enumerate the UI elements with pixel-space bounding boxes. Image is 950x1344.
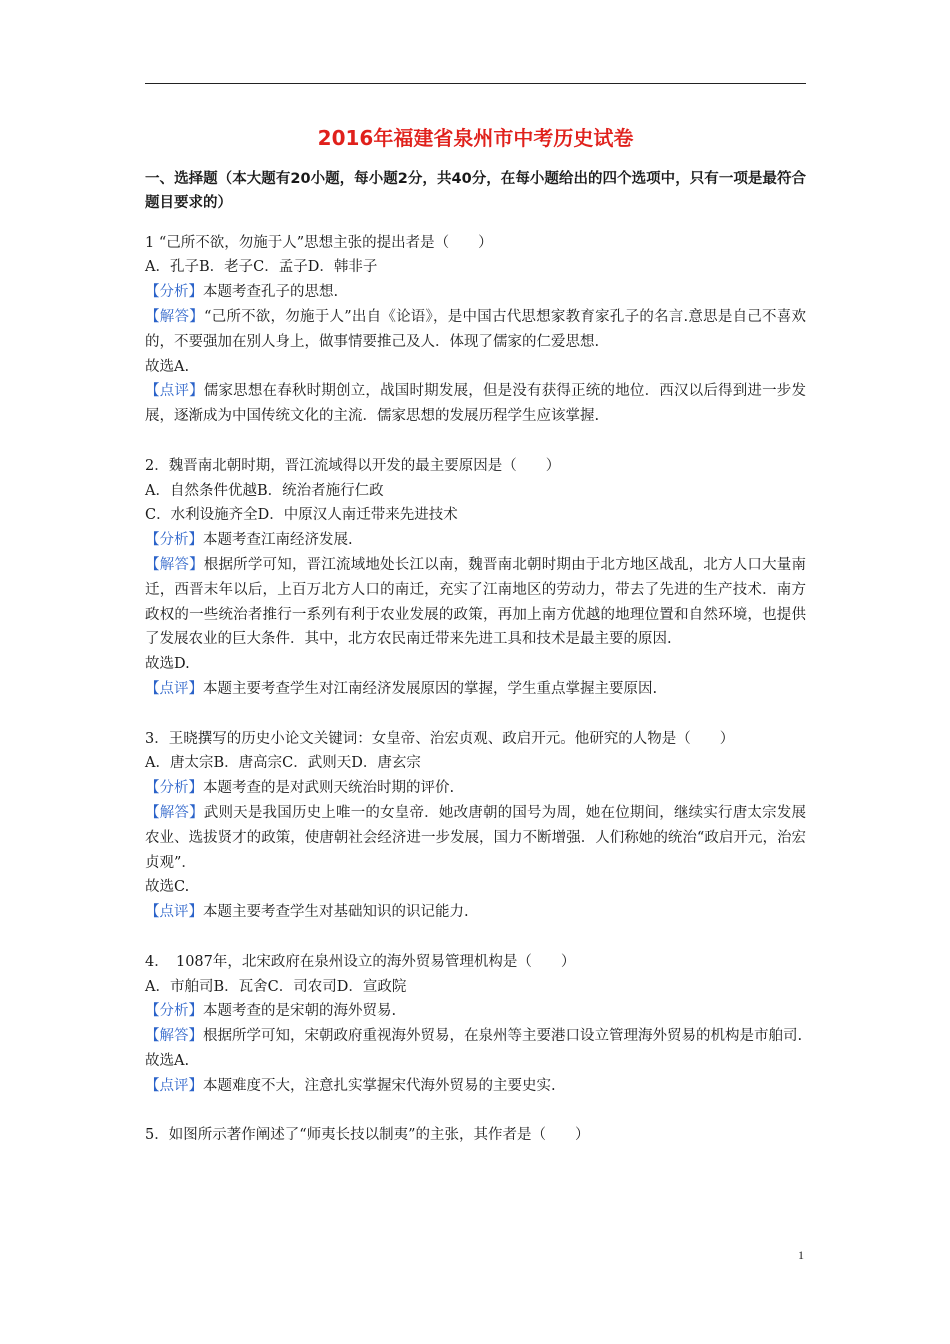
analysis-tag: 【分析】 (145, 1003, 203, 1020)
document-body (145, 124, 806, 1148)
question-stem: 4． 1087年，北宋政府在泉州设立的海外贸易管理机构是（ ） (145, 953, 576, 970)
comment-line (145, 379, 806, 429)
answer-line (145, 305, 806, 355)
answer-text: 武则天是我国历史上唯一的女皇帝．她改唐朝的国号为周，她在位期间，继续实行唐太宗发展农业、选拔贤才的政策，使唐朝社会经济进一步发展，国力不断增强．人们称她的统治“政启开元，治宏贞观”． (145, 804, 807, 871)
answer-tag: 【解答】 (145, 308, 204, 325)
analysis-text: 本题考查的是对武则天统治时期的评价. (203, 780, 455, 797)
comment-text: 本题难度不大，注意扎实掌握宋代海外贸易的主要史实. (203, 1077, 556, 1094)
analysis-line (145, 999, 806, 1024)
comment-text: 本题主要考查学生对基础知识的识记能力. (203, 904, 469, 921)
analysis-tag: 【分析】 (145, 284, 203, 301)
answer-line (145, 801, 806, 875)
comment-tag: 【点评】 (145, 680, 203, 697)
analysis-text: 本题考查江南经济发展. (203, 532, 353, 549)
answer-line (145, 1024, 806, 1049)
comment-tag: 【点评】 (145, 383, 204, 400)
analysis-line (145, 528, 806, 553)
analysis-text: 本题考查的是宋朝的海外贸易. (203, 1003, 397, 1020)
question-5 (145, 1123, 806, 1148)
page-title: 2016年福建省泉州市中考历史试卷 (317, 126, 634, 150)
answer-line (145, 553, 806, 652)
analysis-text: 本题考查孔子的思想. (203, 284, 339, 301)
analysis-line (145, 280, 806, 305)
comment-line (145, 1074, 806, 1099)
comment-tag: 【点评】 (145, 904, 203, 921)
answer-text: 根据所学可知，晋江流域地处长江以南，魏晋南北朝时期由于北方地区战乱，北方人口大量南迁，西晋末年以后，上百万北方人口的南迁，充实了江南地区的劳动力，带去了先进的生产技术．南方政权的一些统治者推行一系列有利于农业发展的政策，再加上南方优越的地理位置和自然环境，也提供了发展农业的巨大条件．其中，北方农民南迁带来先进工具和技术是最主要的原因. (145, 556, 807, 648)
choice-line: 故选A. (145, 1052, 190, 1069)
header-rule (145, 83, 806, 84)
question-options: A．唐太宗B．唐高宗C．武则天D．唐玄宗 (145, 755, 421, 772)
question-stem: 3．王晓撰写的历史小论文关键词：女皇帝、治宏贞观、政启开元。他研究的人物是（ ） (145, 730, 735, 747)
choice-line: 故选D. (145, 656, 190, 673)
choice-line: 故选A. (145, 358, 190, 375)
answer-text: 根据所学可知，宋朝政府重视海外贸易，在泉州等主要港口设立管理海外贸易的机构是市舶司. (203, 1028, 803, 1045)
question-options: A．市舶司B．瓦舍C．司农司D．宣政院 (145, 978, 407, 995)
question-2 (145, 454, 806, 702)
answer-tag: 【解答】 (145, 556, 204, 573)
question-options: A．孔子B．老子C．孟子D．韩非子 (145, 259, 378, 276)
page-number: 1 (798, 1248, 804, 1262)
question-stem: 5．如图所示著作阐述了“师夷长技以制夷”的主张，其作者是（ ） (145, 1127, 590, 1144)
answer-tag: 【解答】 (145, 804, 204, 821)
question-3 (145, 727, 806, 925)
question-stem: 2．魏晋南北朝时期，晋江流域得以开发的最主要原因是（ ） (145, 457, 561, 474)
comment-line (145, 677, 806, 702)
choice-line: 故选C. (145, 879, 190, 896)
question-stem: 1 “己所不欲，勿施于人”思想主张的提出者是（ ） (145, 234, 493, 251)
question-options: A．自然条件优越B．统治者施行仁政 (145, 482, 384, 499)
answer-tag: 【解答】 (145, 1028, 203, 1045)
analysis-tag: 【分析】 (145, 780, 203, 797)
section-heading: 一、选择题（本大题有20小题，每小题2分，共40分，在每小题给出的四个选项中，只有一项是最符合题目要求的） (145, 170, 806, 212)
question-options: C．水利设施齐全D．中原汉人南迁带来先进技术 (145, 507, 458, 524)
comment-line (145, 900, 806, 925)
comment-text: 儒家思想在春秋时期创立，战国时期发展，但是没有获得正统的地位．西汉以后得到进一步发展，逐渐成为中国传统文化的主流．儒家思想的发展历程学生应该掌握. (145, 383, 807, 425)
question-1 (145, 231, 806, 429)
question-4 (145, 950, 806, 1099)
analysis-tag: 【分析】 (145, 532, 203, 549)
analysis-line (145, 776, 806, 801)
comment-text: 本题主要考查学生对江南经济发展原因的掌握，学生重点掌握主要原因. (203, 680, 658, 697)
answer-text: “己所不欲，勿施于人”出自《论语》，是中国古代思想家教育家孔子的名言.意思是自己不喜欢的，不要强加在别人身上，做事情要推己及人．体现了儒家的仁爱思想. (145, 308, 807, 350)
comment-tag: 【点评】 (145, 1077, 203, 1094)
